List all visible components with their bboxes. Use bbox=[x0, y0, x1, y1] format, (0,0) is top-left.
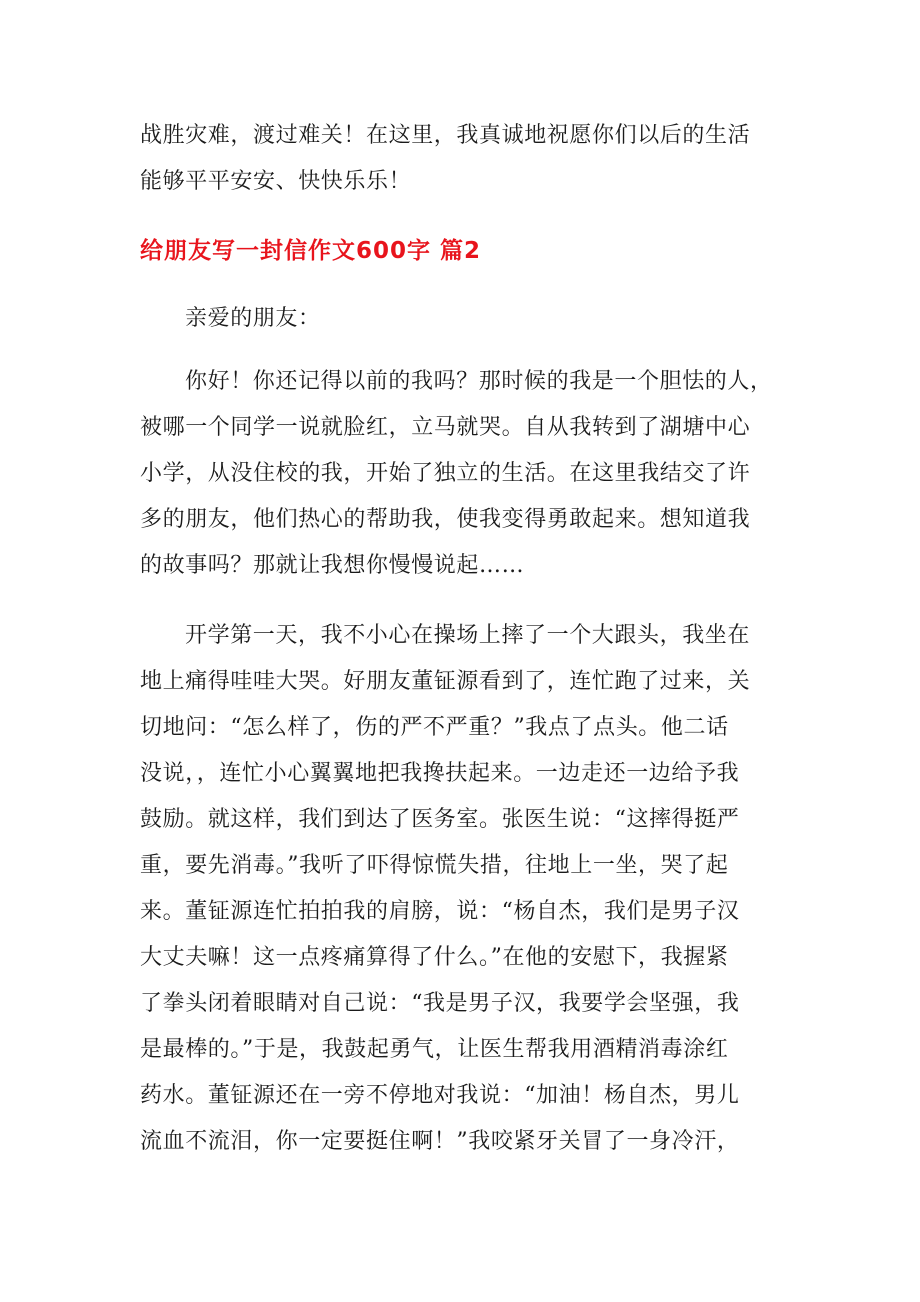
text-line: 地上痛得哇哇大哭。好朋友董钲源看到了，连忙跑了过来，关 bbox=[140, 669, 751, 694]
text-line: 小学，从没住校的我，开始了独立的生活。在这里我结交了许 bbox=[140, 461, 751, 486]
text-line: 来。董钲源连忙拍拍我的肩膀，说：“杨自杰，我们是男子汉 bbox=[140, 899, 740, 924]
text-line: 切地问：“怎么样了，伤的严不严重？”我点了点头。他二话 bbox=[140, 715, 729, 740]
text-line: 的故事吗？那就让我想你慢慢说起…… bbox=[140, 553, 525, 578]
text-line: 亲爱的朋友： bbox=[185, 306, 321, 331]
text-line: 流血不流泪，你一定要挺住啊！”我咬紧牙关冒了一身冷汗， bbox=[140, 1129, 740, 1154]
section-heading: 给朋友写一封信作文600字 篇2 bbox=[140, 238, 482, 264]
text-line: 了拳头闭着眼睛对自己说：“我是男子汉，我要学会坚强，我 bbox=[140, 991, 740, 1016]
text-line: 被哪一个同学一说就脸红，立马就哭。自从我转到了湖塘中心 bbox=[140, 415, 751, 440]
paragraph-1 bbox=[140, 359, 780, 589]
text-line: 你好！你还记得以前的我吗？那时候的我是一个胆怯的人， bbox=[185, 369, 773, 394]
text-line: 鼓励。就这样，我们到达了医务室。张医生说：“这摔得挺严 bbox=[140, 807, 740, 832]
text-line: 能够平平安安、快快乐乐！ bbox=[140, 169, 412, 194]
paragraph-2 bbox=[140, 613, 780, 1165]
text-line: 多的朋友，他们热心的帮助我，使我变得勇敢起来。想知道我 bbox=[140, 507, 751, 532]
intro-paragraph bbox=[140, 113, 780, 205]
text-line: 没说，，连忙小心翼翼地把我搀扶起来。一边走还一边给予我 bbox=[140, 761, 740, 786]
text-line: 开学第一天，我不小心在操场上摔了一个大跟头，我坐在 bbox=[185, 623, 751, 648]
text-line: 是最棒的。”于是，我鼓起勇气，让医生帮我用酒精消毒涂红 bbox=[140, 1037, 729, 1062]
salutation bbox=[140, 296, 780, 342]
text-line: 战胜灾难，渡过难关！在这里，我真诚地祝愿你们以后的生活 bbox=[140, 123, 751, 148]
text-line: 药水。董钲源还在一旁不停地对我说：“加油！杨自杰，男儿 bbox=[140, 1083, 740, 1108]
text-line: 大丈夫嘛！这一点疼痛算得了什么。”在他的安慰下，我握紧 bbox=[140, 945, 729, 970]
text-line: 重，要先消毒。”我听了吓得惊慌失措，往地上一坐，哭了起 bbox=[140, 853, 729, 878]
